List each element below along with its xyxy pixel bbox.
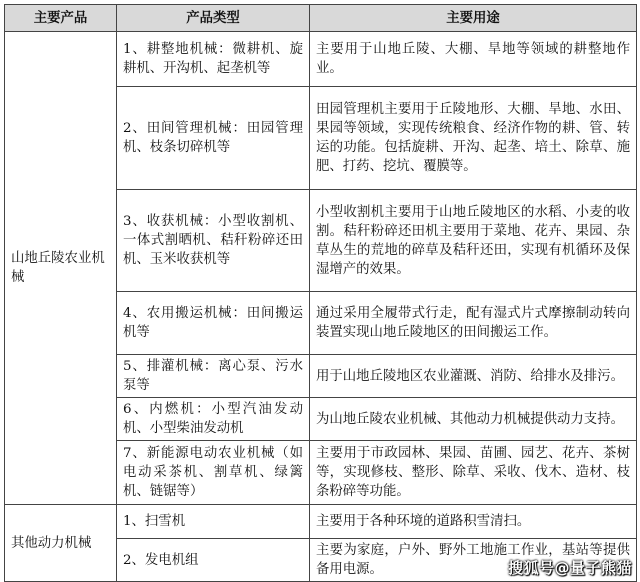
product-type-cell: 2、发电机组: [117, 539, 310, 582]
main-use-cell: 通过采用全履带式行走，配有湿式片式摩擦制动转向装置实现山地丘陵地区的田间搬运工作。: [310, 292, 637, 355]
header-product-type: 产品类型: [117, 5, 310, 32]
group-name-other-power: 其他动力机械: [5, 505, 117, 582]
product-type-cell: 7、新能源电动农业机械（如电动采茶机、割草机、绿篱机、链锯等）: [117, 441, 310, 505]
product-table: [4, 4, 637, 582]
product-type-cell: 6、内燃机：小型汽油发动机、小型柴油发动机: [117, 398, 310, 441]
main-use-cell: 小型收割机主要用于山地丘陵地区的水稻、小麦的收割。秸秆粉碎还田机主要用于菜地、花卉、果园、杂草丛生的荒地的碎草及秸秆还田，实现有机循环及保湿增产的效果。: [310, 190, 637, 292]
table-row: [5, 32, 637, 87]
group-name-hill-agri: 山地丘陵农业机械: [5, 32, 117, 505]
main-use-cell: 主要为家庭，户外、野外工地施工作业，基站等提供备用电源。: [310, 539, 637, 582]
product-type-cell: 2、田间管理机械：田园管理机、枝条切碎机等: [117, 87, 310, 190]
table-row: [5, 505, 637, 539]
product-type-cell: 3、收获机械：小型收割机、一体式割晒机、秸秆粉碎还田机、玉米收获机等: [117, 190, 310, 292]
watermark: 搜狐号@量子熊猫: [507, 559, 632, 577]
main-use-cell: 田园管理机主要用于丘陵地形、大棚、旱地、水田、果园等领域，实现传统粮食、经济作物的耕、管、转运的功能。包括旋耕、开沟、起垄、培土、除草、施肥、打药、挖坑、覆膜等。: [310, 87, 637, 190]
header-row: [5, 5, 637, 32]
header-main-use: 主要用途: [310, 5, 637, 32]
main-use-cell: 主要用于市政园林、果园、苗圃、园艺、花卉、茶树等，实现修枝、整形、除草、采收、伐木、造材、枝条粉碎等功能。: [310, 441, 637, 505]
header-main-product: 主要产品: [5, 5, 117, 32]
main-use-cell: 主要用于山地丘陵、大棚、旱地等领域的耕整地作业。: [310, 32, 637, 87]
main-use-cell: 用于山地丘陵地区农业灌溉、消防、给排水及排污。: [310, 355, 637, 398]
product-type-cell: 5、排灌机械：离心泵、污水泵等: [117, 355, 310, 398]
main-use-cell: 为山地丘陵农业机械、其他动力机械提供动力支持。: [310, 398, 637, 441]
product-type-cell: 1、耕整地机械：微耕机、旋耕机、开沟机、起垄机等: [117, 32, 310, 87]
main-use-cell: 主要用于各种环境的道路积雪清扫。: [310, 505, 637, 539]
product-type-cell: 1、扫雪机: [117, 505, 310, 539]
product-type-cell: 4、农用搬运机械：田间搬运机等: [117, 292, 310, 355]
